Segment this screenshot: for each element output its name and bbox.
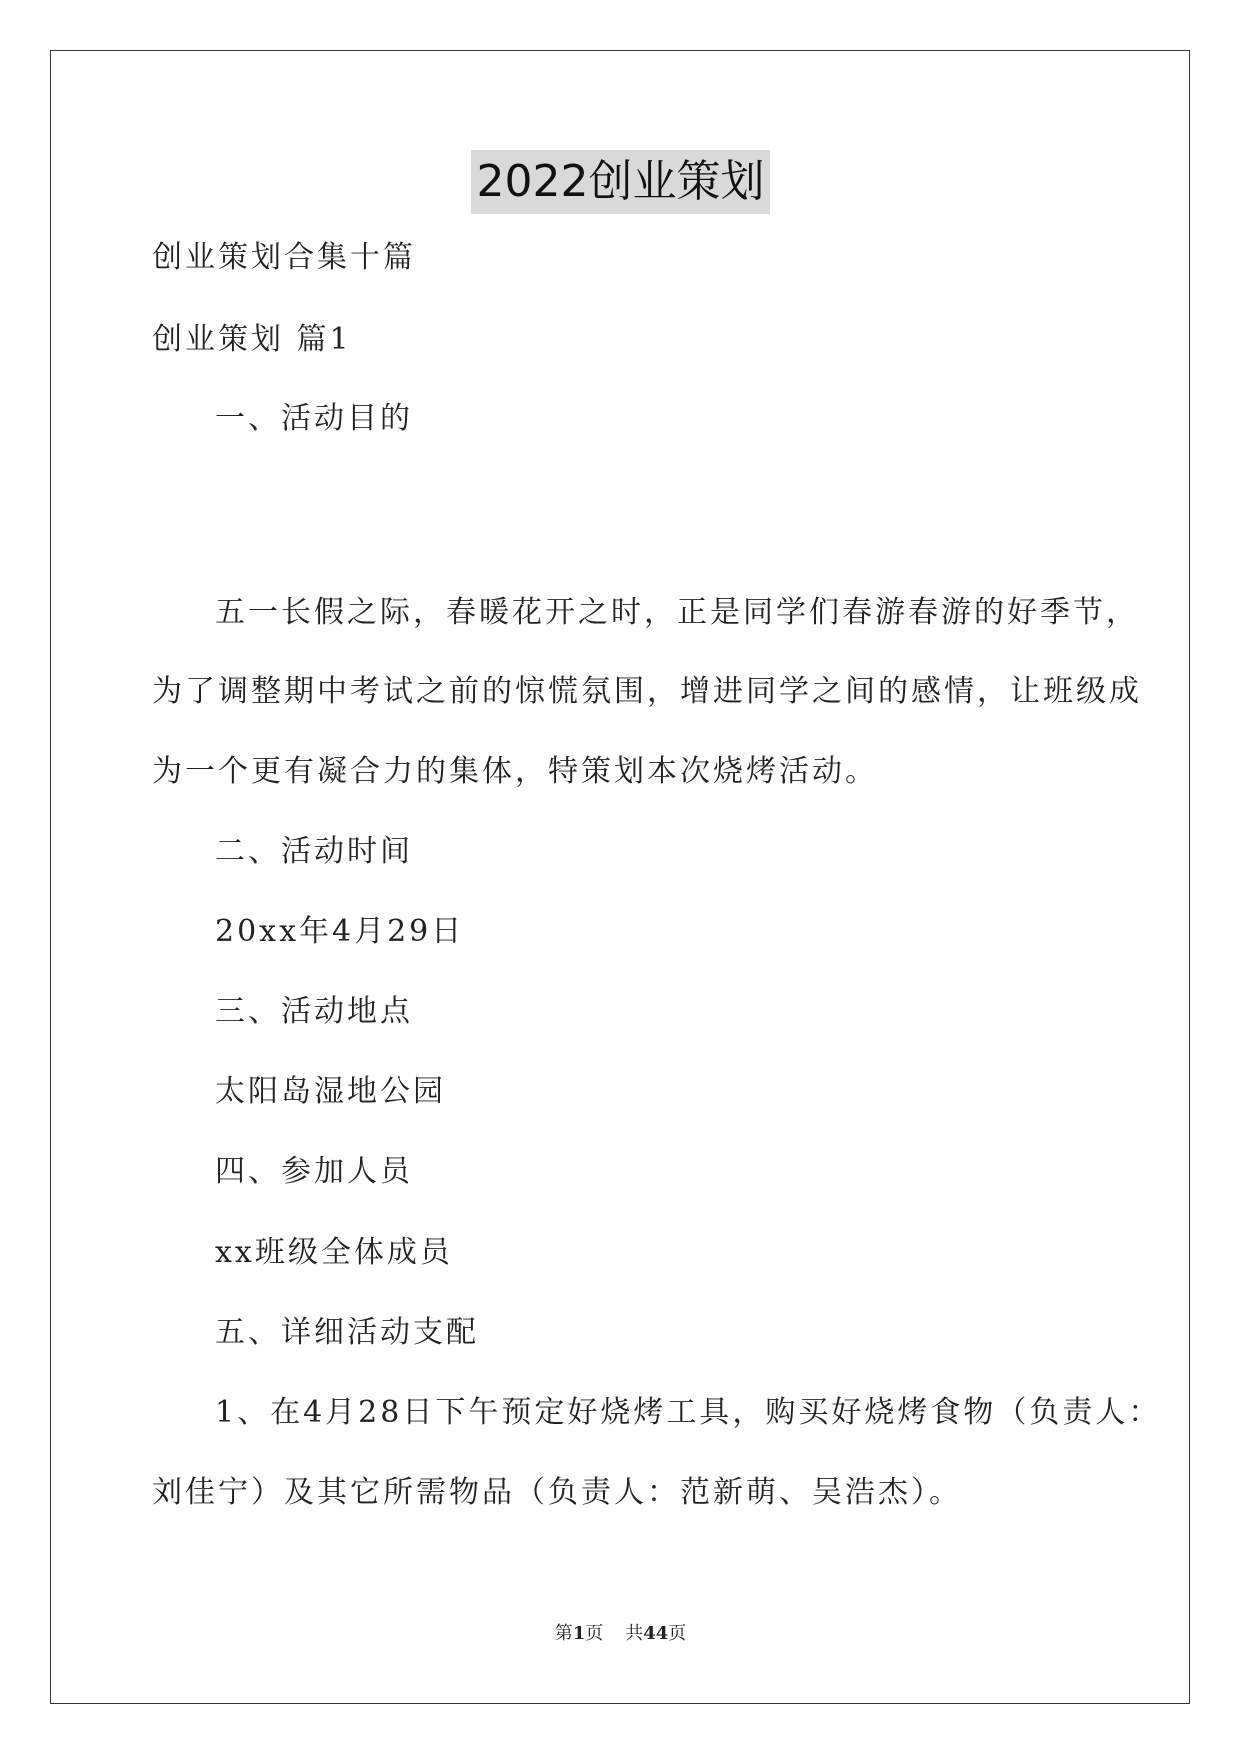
- footer-page-suffix: 页: [585, 1623, 604, 1644]
- paragraph-line: 1、在4月28日下午预定好烧烤工具，购买好烧烤食物（负责人：: [215, 1395, 1162, 1430]
- paragraph-line: 五一长假之际，春暖花开之时，正是同学们春游春游的好季节，: [215, 595, 1139, 630]
- subheading-location: 三、活动地点: [215, 994, 413, 1029]
- footer-total-suffix: 页: [668, 1623, 687, 1644]
- paragraph-line: 为了调整期中考试之前的惊慌氛围，增进同学之间的感情，让班级成: [152, 674, 1142, 709]
- subheading-time: 二、活动时间: [215, 834, 413, 869]
- footer-total-prefix: 共: [625, 1623, 644, 1644]
- paragraph-line: xx班级全体成员: [215, 1235, 453, 1270]
- footer-total-pages: 44: [643, 1623, 669, 1644]
- page-footer: [0, 1622, 1241, 1646]
- document-title: 2022创业策划: [471, 150, 771, 214]
- footer-page-number: 1: [572, 1623, 586, 1644]
- section-heading: 创业策划 篇1: [152, 322, 352, 357]
- page-border: [50, 50, 1190, 1704]
- subheading-participants: 四、参加人员: [215, 1154, 413, 1189]
- paragraph-line: 刘佳宁）及其它所需物品（负责人：范新萌、吴浩杰）。: [152, 1475, 962, 1510]
- footer-page-prefix: 第: [554, 1623, 573, 1644]
- paragraph-line: 太阳岛湿地公园: [215, 1074, 446, 1109]
- paragraph-line: 为一个更有凝合力的集体，特策划本次烧烤活动。: [152, 754, 878, 789]
- paragraph-line: 20xx年4月29日: [215, 914, 465, 949]
- subheading-purpose: 一、活动目的: [215, 401, 413, 436]
- collection-heading: 创业策划合集十篇: [152, 240, 416, 275]
- subheading-schedule: 五、详细活动支配: [215, 1315, 479, 1350]
- title-block: [0, 150, 1241, 214]
